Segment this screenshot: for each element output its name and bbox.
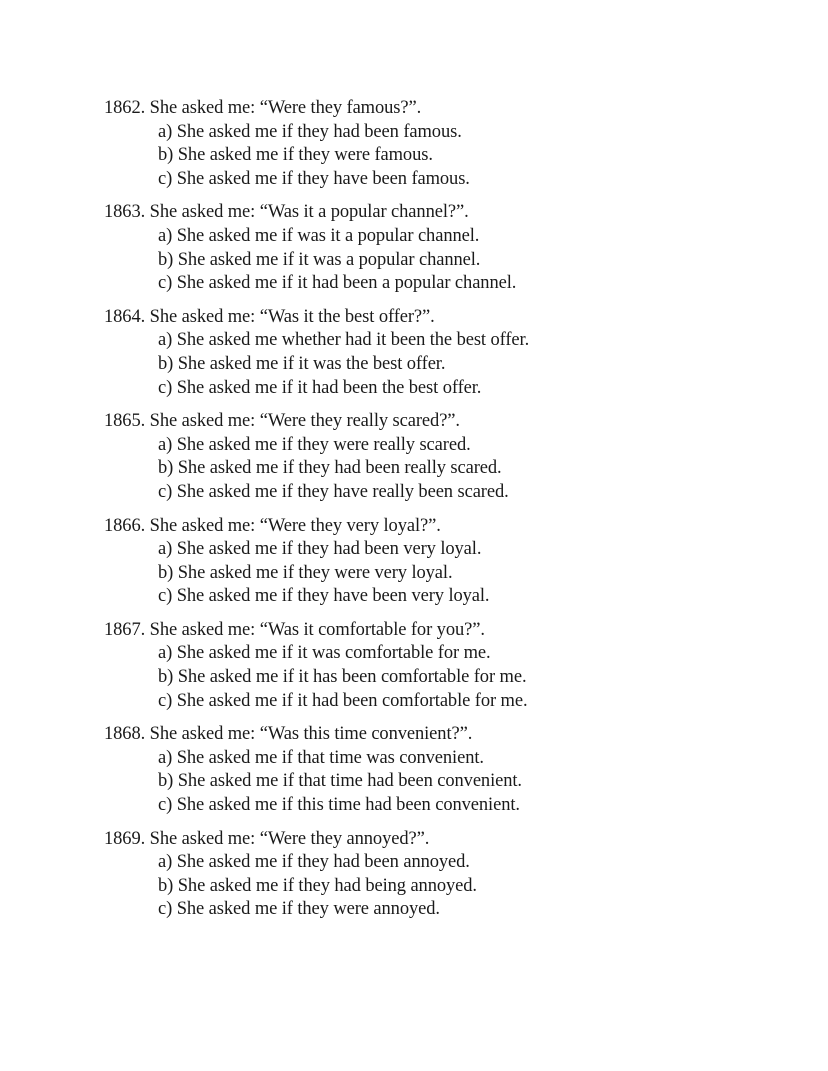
question-1868 (104, 723, 804, 817)
question-1869 (104, 828, 804, 922)
question-stem: 1864. She asked me: “Was it the best offer?”. (104, 306, 435, 327)
option-list (104, 538, 804, 609)
option-b: b) She asked me if it was a popular channel. (158, 249, 481, 270)
option-list (104, 434, 804, 505)
question-stem: 1869. She asked me: “Were they annoyed?”. (104, 828, 430, 849)
option-b: b) She asked me if they were very loyal. (158, 562, 453, 583)
option-a: a) She asked me if they had been annoyed. (158, 852, 470, 873)
option-a: a) She asked me if they were really scared. (158, 434, 471, 455)
option-b: b) She asked me if it was the best offer. (158, 353, 446, 374)
question-stem: 1867. She asked me: “Was it comfortable for you?”. (104, 619, 485, 640)
option-a: a) She asked me if that time was convenient. (158, 747, 484, 768)
document-page (104, 97, 804, 932)
option-c: c) She asked me if they have really been scared. (158, 481, 509, 502)
option-c: c) She asked me if it had been comfortable for me. (158, 690, 528, 711)
question-1865 (104, 410, 804, 504)
option-a: a) She asked me if they had been very loyal. (158, 539, 482, 560)
question-stem: 1862. She asked me: “Were they famous?”. (104, 98, 422, 118)
question-1864 (104, 306, 804, 400)
option-a: a) She asked me if they had been famous. (158, 121, 462, 142)
option-b: b) She asked me if it has been comfortable for me. (158, 667, 527, 688)
question-1863 (104, 201, 804, 295)
option-c: c) She asked me if this time had been convenient. (158, 795, 520, 816)
option-b: b) She asked me if they were famous. (158, 145, 433, 166)
question-1862 (104, 97, 804, 191)
question-stem: 1868. She asked me: “Was this time convenient?”. (104, 724, 473, 745)
option-list (104, 225, 804, 296)
option-list (104, 329, 804, 400)
option-c: c) She asked me if it had been the best offer. (158, 377, 482, 398)
question-stem: 1865. She asked me: “Were they really scared?”. (104, 411, 460, 432)
option-a: a) She asked me whether had it been the best offer. (158, 330, 530, 351)
question-1866 (104, 515, 804, 609)
option-list (104, 747, 804, 818)
option-list (104, 851, 804, 922)
option-b: b) She asked me if they had been really scared. (158, 458, 502, 479)
option-c: c) She asked me if they have been very loyal. (158, 586, 490, 607)
question-stem: 1866. She asked me: “Were they very loyal?”. (104, 515, 441, 536)
option-a: a) She asked me if was it a popular channel. (158, 225, 480, 246)
option-c: c) She asked me if it had been a popular channel. (158, 273, 517, 294)
option-b: b) She asked me if they had being annoyed. (158, 875, 477, 896)
question-1867 (104, 619, 804, 713)
option-b: b) She asked me if that time had been convenient. (158, 771, 522, 792)
option-a: a) She asked me if it was comfortable for me. (158, 643, 491, 664)
option-list (104, 121, 804, 192)
option-c: c) She asked me if they were annoyed. (158, 899, 440, 920)
option-c: c) She asked me if they have been famous. (158, 168, 470, 189)
question-stem: 1863. She asked me: “Was it a popular channel?”. (104, 202, 469, 223)
option-list (104, 642, 804, 713)
